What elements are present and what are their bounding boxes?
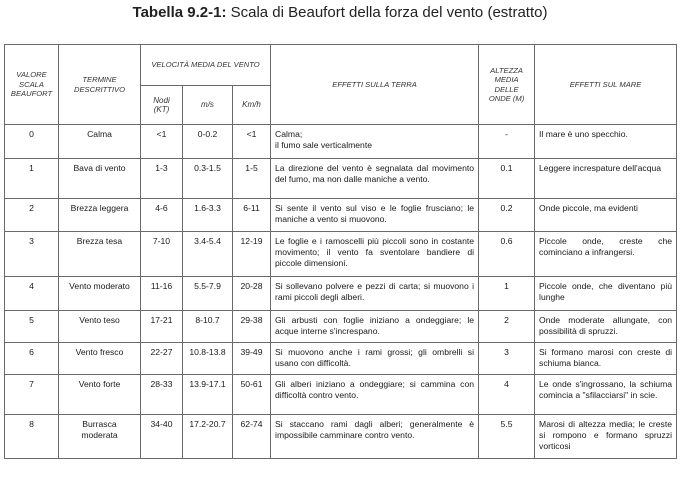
cell-ms: 1.6-3.3: [183, 199, 233, 232]
cell-value: 2: [5, 199, 59, 232]
header-knots: Nodi (KT): [141, 86, 183, 125]
cell-ms: 10.8-13.8: [183, 343, 233, 375]
cell-sea: Il mare è uno specchio.: [535, 125, 677, 159]
cell-ms: 0.3-1.5: [183, 159, 233, 199]
table-row: [5, 277, 677, 311]
cell-term: Vento moderato: [59, 277, 141, 311]
table-row: [5, 311, 677, 343]
cell-sea: Leggere increspature dell'acqua: [535, 159, 677, 199]
cell-land: Gli alberi iniziano a ondeggiare; si cammina con difficoltà contro vento.: [271, 375, 479, 415]
cell-value: 4: [5, 277, 59, 311]
table-row: [5, 343, 677, 375]
header-wave-height: ALTEZZA MEDIA DELLE ONDE (M): [479, 45, 535, 125]
header-ms: m/s: [183, 86, 233, 125]
cell-kmh: 62-74: [233, 415, 271, 459]
cell-kmh: 12-19: [233, 232, 271, 277]
header-kmh: Km/h: [233, 86, 271, 125]
cell-land-line: Calma;: [275, 129, 303, 139]
cell-knots: 17-21: [141, 311, 183, 343]
cell-ms: 0-0.2: [183, 125, 233, 159]
cell-knots: 34-40: [141, 415, 183, 459]
table-title: [0, 4, 680, 21]
cell-term: Bava di vento: [59, 159, 141, 199]
cell-wave: 1: [479, 277, 535, 311]
cell-land: Gli arbusti con foglie iniziano a ondeggiare; le acque interne s'increspano.: [271, 311, 479, 343]
cell-term: Brezza tesa: [59, 232, 141, 277]
cell-knots: 1-3: [141, 159, 183, 199]
header-term: TERMINE DESCRITTIVO: [59, 45, 141, 125]
beaufort-table: [4, 44, 677, 459]
cell-sea: Onde moderate allungate, con possibilità di spruzzi.: [535, 311, 677, 343]
cell-value: 0: [5, 125, 59, 159]
cell-sea: Onde piccole, ma evidenti: [535, 199, 677, 232]
table-row: [5, 375, 677, 415]
table-row: [5, 199, 677, 232]
cell-term: Burrasca moderata: [59, 415, 141, 459]
cell-knots: 22-27: [141, 343, 183, 375]
cell-value: 6: [5, 343, 59, 375]
cell-land: La direzione del vento è segnalata dal movimento del fumo, ma non dalle maniche a vento.: [271, 159, 479, 199]
cell-sea: Piccole onde, creste che cominciano a infrangersi.: [535, 232, 677, 277]
cell-term: Vento fresco: [59, 343, 141, 375]
cell-value: 3: [5, 232, 59, 277]
cell-term: Vento teso: [59, 311, 141, 343]
cell-value: 7: [5, 375, 59, 415]
cell-kmh: 20-28: [233, 277, 271, 311]
cell-wave: 4: [479, 375, 535, 415]
table-row: [5, 415, 677, 459]
cell-knots: <1: [141, 125, 183, 159]
cell-knots: 11-16: [141, 277, 183, 311]
cell-kmh: 39-49: [233, 343, 271, 375]
table-label: Tabella 9.2-1:: [132, 4, 227, 21]
cell-wave: 0.1: [479, 159, 535, 199]
header-sea-effects: EFFETTI SUL MARE: [535, 45, 677, 125]
cell-sea: Le onde s'ingrossano, la schiuma comincia a "sfilacciarsi" in scie.: [535, 375, 677, 415]
header-land-effects: EFFETTI SULLA TERRA: [271, 45, 479, 125]
table-row: [5, 125, 677, 159]
cell-term: Vento forte: [59, 375, 141, 415]
cell-land: Si sente il vento sul viso e le foglie frusciano; le maniche a vento si muovono.: [271, 199, 479, 232]
header-speed-group: VELOCITÀ MEDIA DEL VENTO: [141, 45, 271, 86]
cell-value: 5: [5, 311, 59, 343]
cell-knots: 28-33: [141, 375, 183, 415]
cell-wave: -: [479, 125, 535, 159]
cell-land: Si staccano rami dagli alberi; generalmente è impossibile camminare contro vento.: [271, 415, 479, 459]
cell-knots: 7-10: [141, 232, 183, 277]
cell-wave: 0.2: [479, 199, 535, 232]
cell-wave: 5.5: [479, 415, 535, 459]
cell-ms: 5.5-7.9: [183, 277, 233, 311]
cell-kmh: 50-61: [233, 375, 271, 415]
cell-land-line: il fumo sale verticalmente: [275, 140, 372, 150]
cell-ms: 17.2-20.7: [183, 415, 233, 459]
cell-term: Brezza leggera: [59, 199, 141, 232]
header-scale-value: VALORE SCALA BEAUFORT: [5, 45, 59, 125]
table-row: [5, 159, 677, 199]
cell-land: Si muovono anche i rami grossi; gli ombrelli si usano con difficoltà.: [271, 343, 479, 375]
cell-ms: 13.9-17.1: [183, 375, 233, 415]
cell-value: 1: [5, 159, 59, 199]
cell-knots: 4-6: [141, 199, 183, 232]
cell-land: [271, 125, 479, 159]
cell-kmh: 29-38: [233, 311, 271, 343]
cell-value: 8: [5, 415, 59, 459]
cell-kmh: 1-5: [233, 159, 271, 199]
cell-term: Calma: [59, 125, 141, 159]
cell-ms: 3.4-5.4: [183, 232, 233, 277]
cell-kmh: <1: [233, 125, 271, 159]
cell-land: Le foglie e i ramoscelli più piccoli sono in costante movimento; il vento fa sventolare bandiere di piccole dimensioni.: [271, 232, 479, 277]
cell-sea: Piccole onde, che diventano più lunghe: [535, 277, 677, 311]
table-row: [5, 232, 677, 277]
cell-wave: 3: [479, 343, 535, 375]
cell-kmh: 6-11: [233, 199, 271, 232]
cell-sea: Marosi di altezza media; le creste si rompono e formano spruzzi vorticosi: [535, 415, 677, 459]
table-caption: Scala di Beaufort della forza del vento (estratto): [226, 4, 548, 21]
cell-ms: 8-10.7: [183, 311, 233, 343]
cell-sea: Si formano marosi con creste di schiuma bianca.: [535, 343, 677, 375]
cell-wave: 2: [479, 311, 535, 343]
cell-wave: 0.6: [479, 232, 535, 277]
cell-land: Si sollevano polvere e pezzi di carta; si muovono i rami piccoli degli alberi.: [271, 277, 479, 311]
